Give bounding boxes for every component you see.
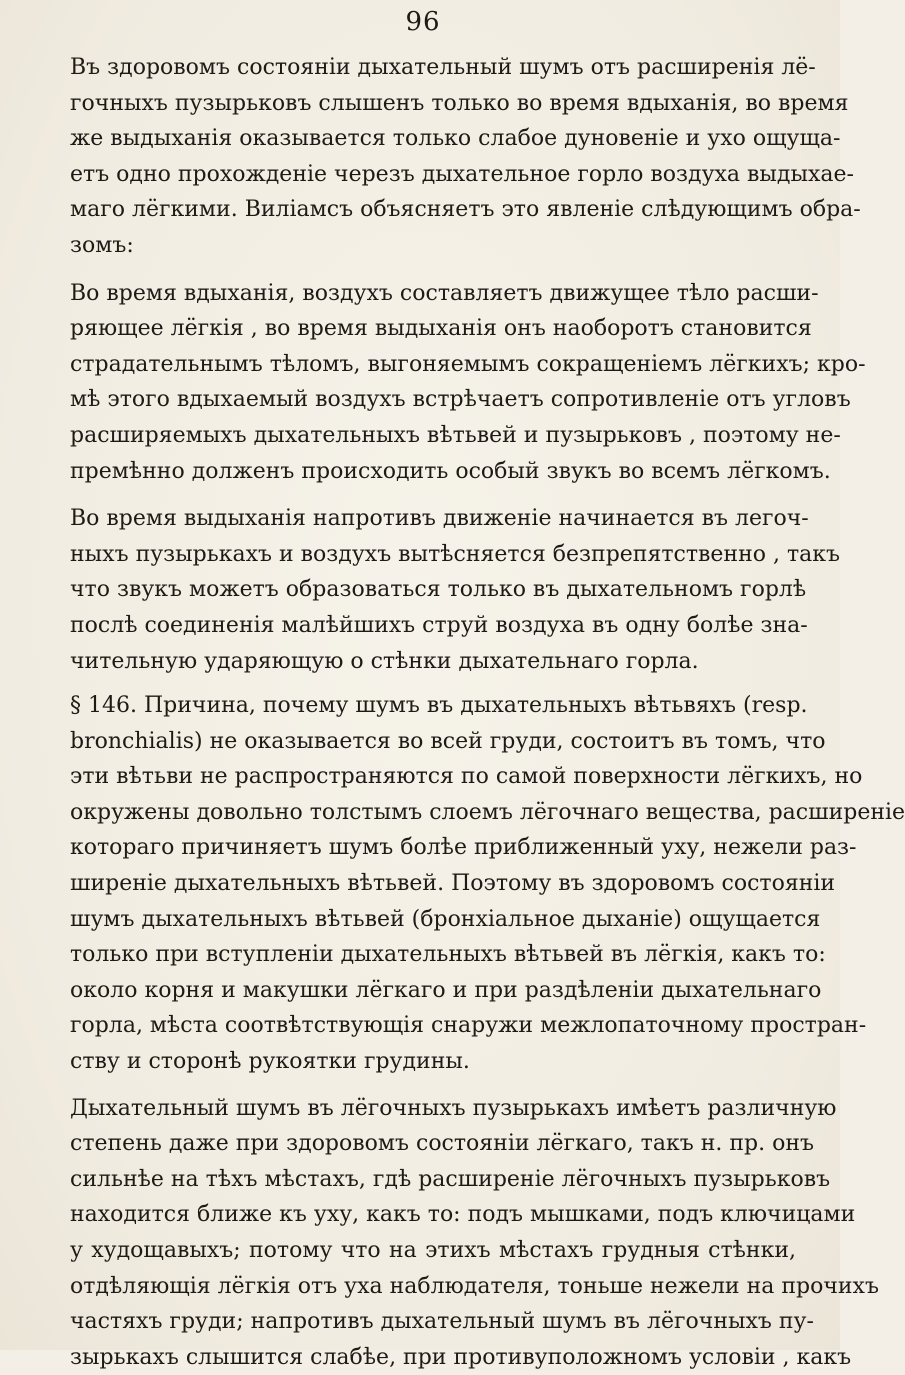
text-line: степень даже при здоровомъ состоянiи лёгкаго, такъ н. пр. онъ: [70, 1131, 814, 1157]
text-line: окружены довольно толстымъ слоемъ лёгочнаго вещества, расширенiе: [70, 799, 905, 825]
page-number: 96: [405, 7, 441, 37]
paragraph-5: [42, 1091, 879, 1375]
text-line: премѣнно долженъ происходить особый звукъ во всемъ лёгкомъ.: [70, 458, 831, 484]
text-line: зырькахъ слышится слабѣе, при противуположномъ условiи , какъ: [70, 1344, 852, 1370]
text-line: § 146. Причина, почему шумъ въ дыхательныхъ вѣтьвяхъ (resp.: [70, 693, 808, 719]
text-line: зомъ:: [70, 232, 134, 258]
text-line: етъ одно прохожденiе черезъ дыхательное горло воздуха выдыхае-: [70, 161, 854, 187]
text-line: послѣ соединенiя малѣйшихъ струй воздуха въ одну болѣе зна-: [70, 612, 808, 638]
text-line: Въ здоровомъ состоянiи дыхательный шумъ отъ расширенiя лё-: [70, 55, 816, 80]
text-line: же выдыханiя оказывается только слабое дуновенiе и ухо ощуща-: [70, 126, 841, 152]
text-line: отдѣляющiя лёгкія отъ уха наблюдателя, тоньше нежели на прочихъ: [70, 1273, 879, 1299]
text-line: только при вступленiи дыхательныхъ вѣтьвей въ лёгкія, какъ то:: [70, 942, 826, 968]
text-line: сильнѣе на тѣхъ мѣстахъ, гдѣ расширенiе лёгочныхъ пузырьковъ: [70, 1166, 831, 1192]
text-line: шумъ дыхательныхъ вѣтьвей (бронхiальное дыханiе) ощущается: [70, 906, 821, 932]
text-line: котораго причиняетъ шумъ болѣе приближенный уху, нежели раз-: [70, 835, 857, 861]
text-line: ныхъ пузырькахъ и воздухъ вытѣсняется безпрепятственно , такъ: [70, 541, 840, 567]
text-line: гочныхъ пузырьковъ слышенъ только во время вдыханiя, во время: [70, 90, 849, 116]
text-line: расширяемыхъ дыхательныхъ вѣтьвей и пузырьковъ , поэтому не-: [70, 422, 841, 448]
text-line: что звукъ можетъ образоваться только въ дыхательномъ горлѣ: [70, 577, 807, 603]
text-line: Во время выдыханiя напротивъ движенiе начинается въ легоч-: [70, 506, 809, 532]
text-line: у худощавыхъ; потому что на этихъ мѣстахъ грудныя стѣнки,: [70, 1238, 796, 1263]
text-line: ству и сторонѣ рукоятки грудины.: [70, 1049, 470, 1075]
text-line: горла, мѣста соотвѣтствующiя снаружи межлопаточному простран-: [70, 1013, 867, 1039]
text-line: маго лёгкими. Виліамсъ объясняетъ это явленiе слѣдующимъ обра-: [70, 197, 861, 223]
text-line: ряющее лёгкія , во время выдыханiя онъ наоборотъ становится: [70, 316, 812, 342]
text-line: частяхъ груди; напротивъ дыхательный шумъ въ лёгочныхъ пу-: [70, 1309, 814, 1335]
paragraph-section-146: [42, 688, 905, 1080]
text-line: ширенiе дыхательныхъ вѣтьвей. Поэтому въ здоровомъ состоянiи: [70, 871, 836, 897]
paragraph-3: [42, 501, 840, 679]
paragraph-1: [42, 50, 861, 264]
text-line: около корня и макушки лёгкаго и при раздѣленiи дыхательнаго: [70, 977, 822, 1003]
text-line: мѣ этого вдыхаемый воздухъ встрѣчаетъ сопротивленiе отъ угловъ: [70, 387, 851, 413]
text-line: bronchialis) не оказывается во всей груди, состоитъ въ томъ, что: [70, 728, 826, 754]
paragraph-2: [42, 276, 866, 490]
text-line: Во время вдыханiя, воздухъ составляетъ движущее тѣло расши-: [70, 280, 819, 306]
text-line: Дыхательный шумъ въ лёгочныхъ пузырькахъ имѣетъ различную: [70, 1095, 837, 1121]
text-line: эти вѣтьви не распространяются по самой поверхности лёгкихъ, но: [70, 764, 863, 790]
text-line: страдательнымъ тѣломъ, выгоняемымъ сокращенiемъ лёгкихъ; кро-: [70, 351, 866, 377]
text-line: чительную ударяющую о стѣнки дыхательнаго горла.: [70, 648, 699, 674]
text-line: находится ближе къ уху, какъ то: подъ мышками, подъ ключицами: [70, 1202, 856, 1228]
